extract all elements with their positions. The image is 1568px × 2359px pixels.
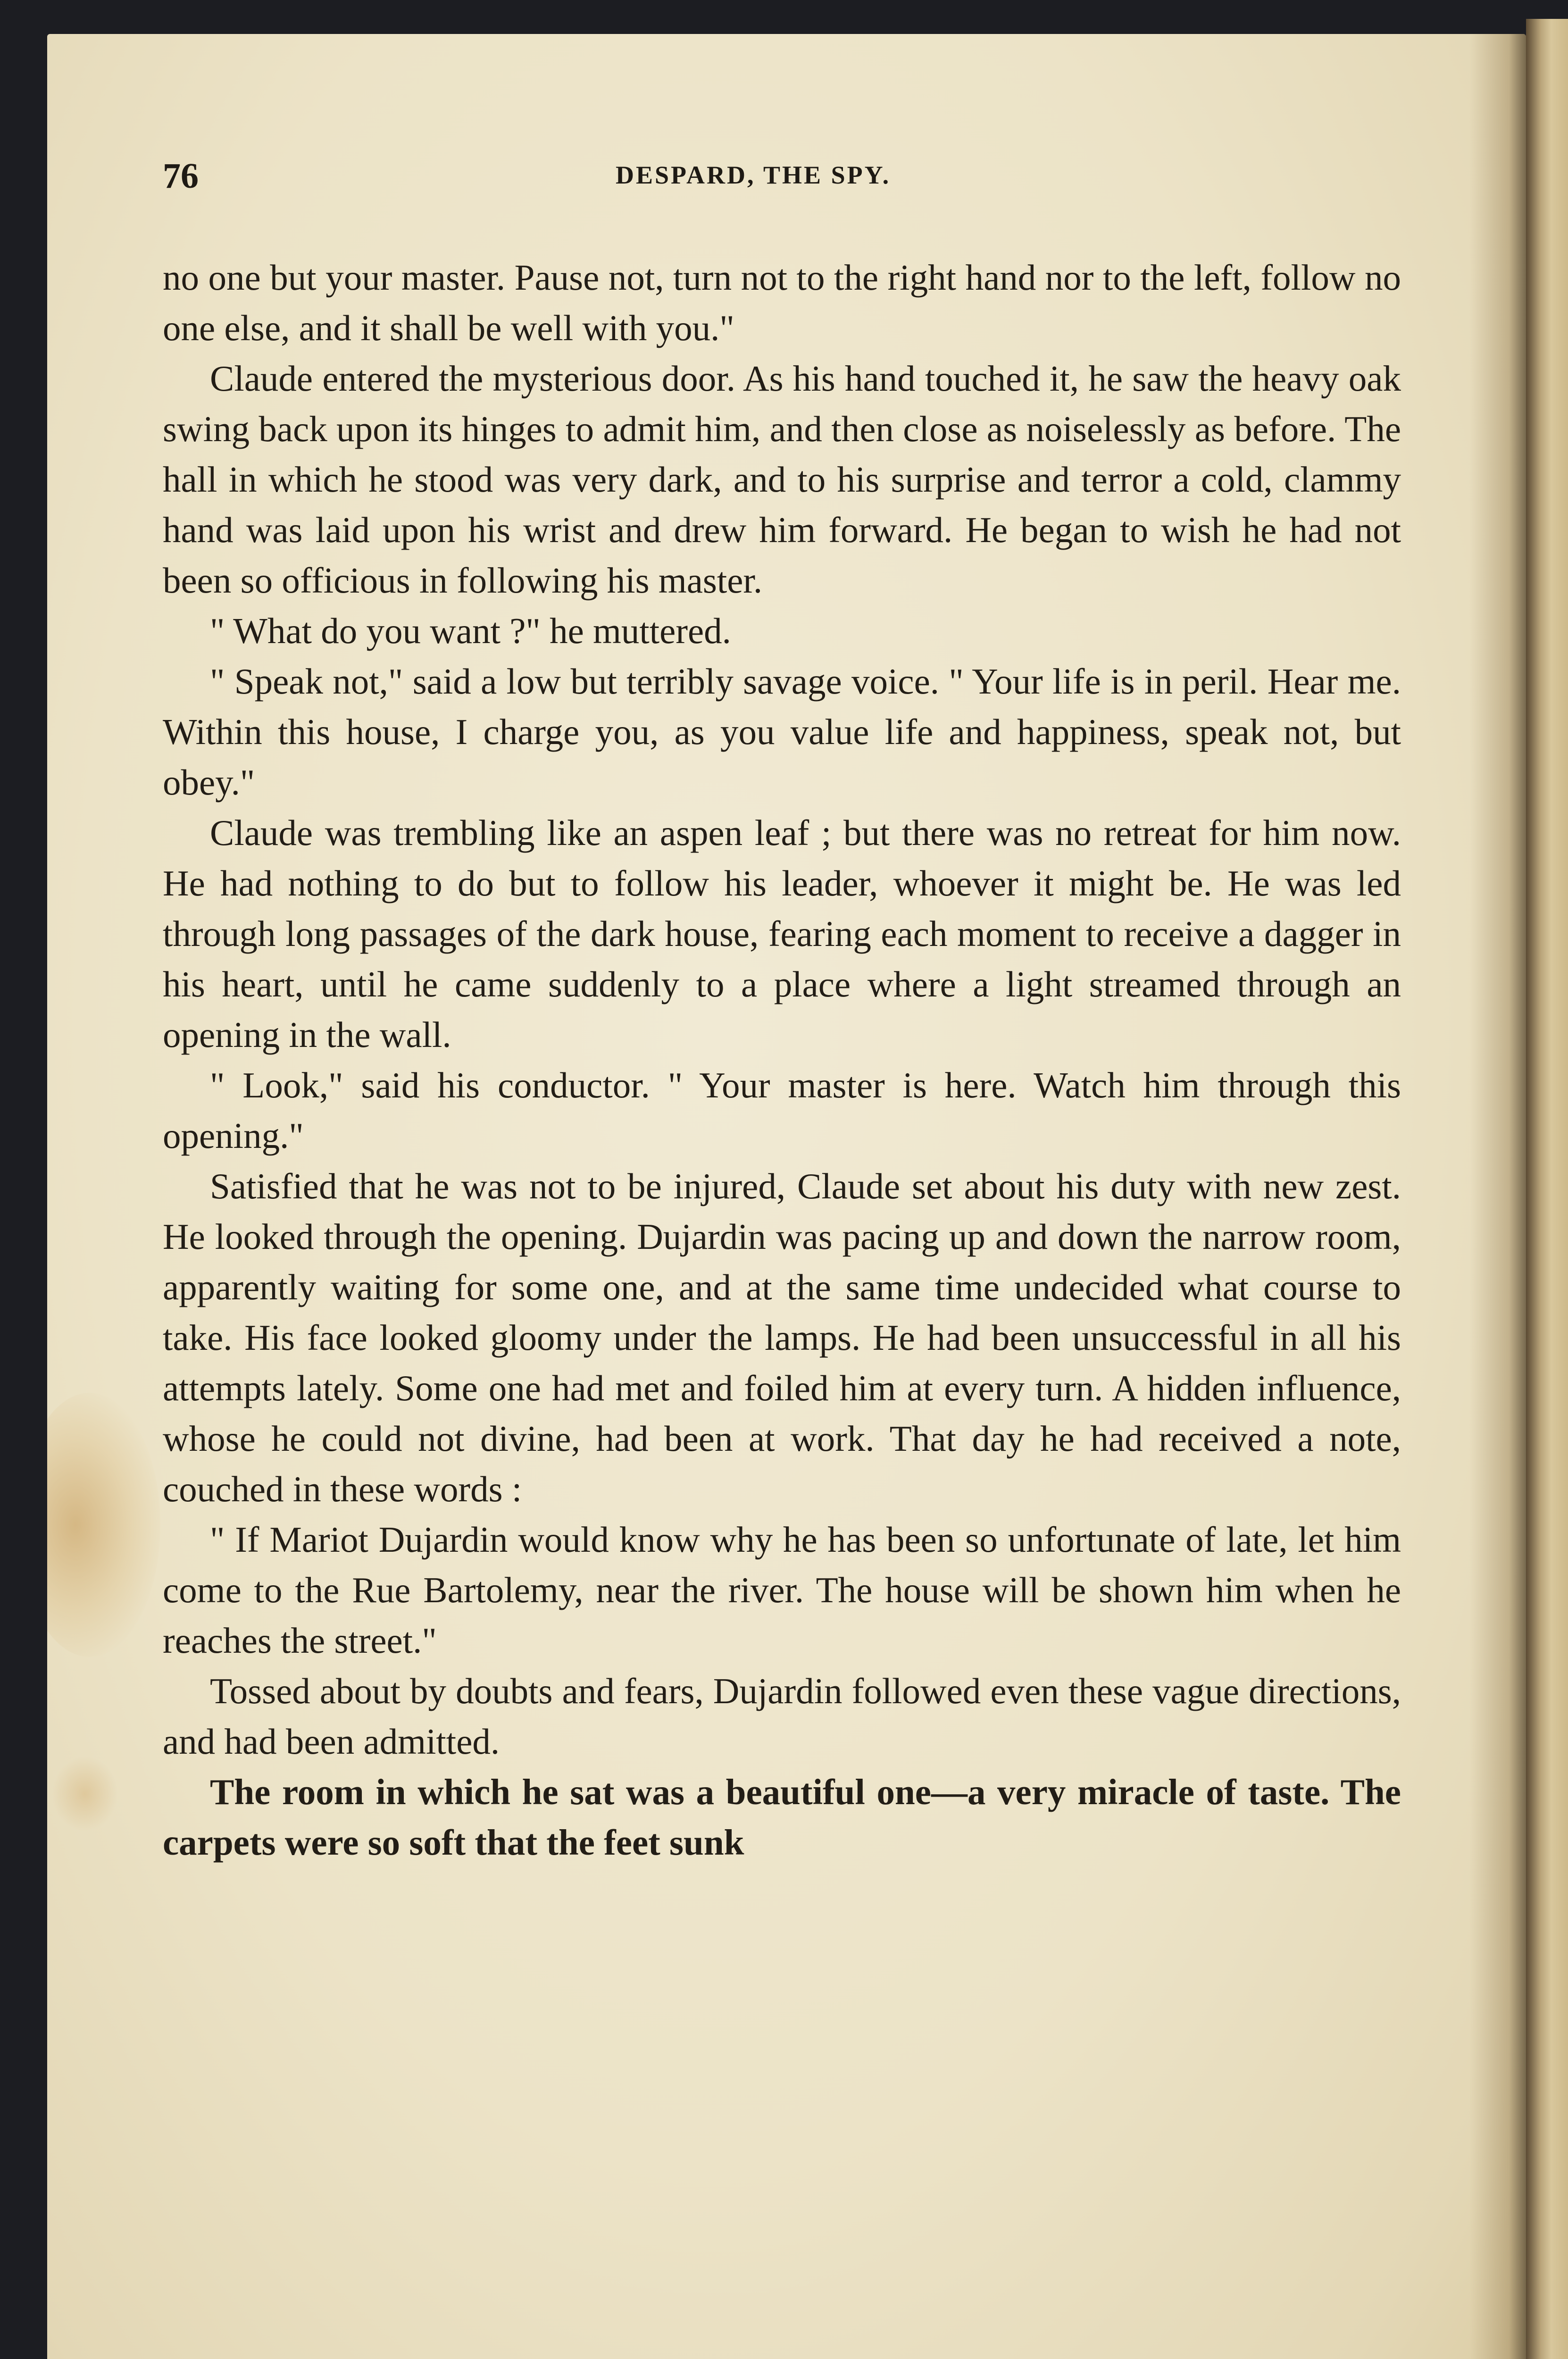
running-head: DESPARD, THE SPY. [616, 161, 891, 189]
paragraph: no one but your master. Pause not, turn not to the right hand nor to the left, follow no one else, and it shall be well with you." [163, 257, 1401, 348]
body-text [163, 252, 1401, 1868]
paragraph: The room in which he sat was a beautiful one—a very miracle of taste. The carpets were so soft that the feet sunk [163, 1772, 1401, 1863]
page-gutter-shadow [1469, 34, 1526, 2359]
paragraph: " If Mariot Dujardin would know why he has been so unfortunate of late, let him come to the Rue Bartolemy, near the river. The house will be shown him when he reaches the street." [163, 1519, 1401, 1661]
water-stain-small [52, 1756, 118, 1832]
paragraph: " What do you want ?" he muttered. [210, 611, 731, 651]
adjacent-page-edge [1526, 19, 1568, 2359]
paragraph: Tossed about by doubts and fears, Dujardin followed even these vague directions, and had been admitted. [163, 1671, 1401, 1762]
page-number: 76 [163, 156, 199, 196]
paragraph: " Speak not," said a low but terribly savage voice. " Your life is in peril. Hear me. Within this house, I charge you, as you value life and happiness, speak not, but obey." [163, 661, 1401, 803]
paragraph: Claude entered the mysterious door. As his hand touched it, he saw the heavy oak swing back upon its hinges to admit him, and then close as noiselessly as before. The hall in which he stood was very dark, and to his surprise and terror a cold, clammy hand was laid upon his wrist and drew him forward. He began to wish he had not been so officious in following his master. [163, 358, 1401, 601]
paragraph: Satisfied that he was not to be injured, Claude set about his duty with new zest. He looked through the opening. Dujardin was pacing up and down the narrow room, apparently waiting for some one, and at the same time undecided what course to take. His face looked gloomy under the lamps. He had been unsuccessful in all his attempts lately. Some one had met and foiled him at every turn. A hidden influence, whose he could not divine, had been at work. That day he had received a note, couched in these words : [163, 1166, 1401, 1509]
page-header [163, 156, 1389, 208]
paragraph: " Look," said his conductor. " Your master is here. Watch him through this opening." [163, 1065, 1401, 1156]
paragraph: Claude was trembling like an aspen leaf ; but there was no retreat for him now. He had nothing to do but to follow his leader, whoever it might be. He was led through long passages of the dark house, fearing each moment to receive a dagger in his heart, until he came suddenly to a place where a light streamed through an opening in the wall. [163, 812, 1401, 1055]
water-stain [47, 1393, 160, 1657]
